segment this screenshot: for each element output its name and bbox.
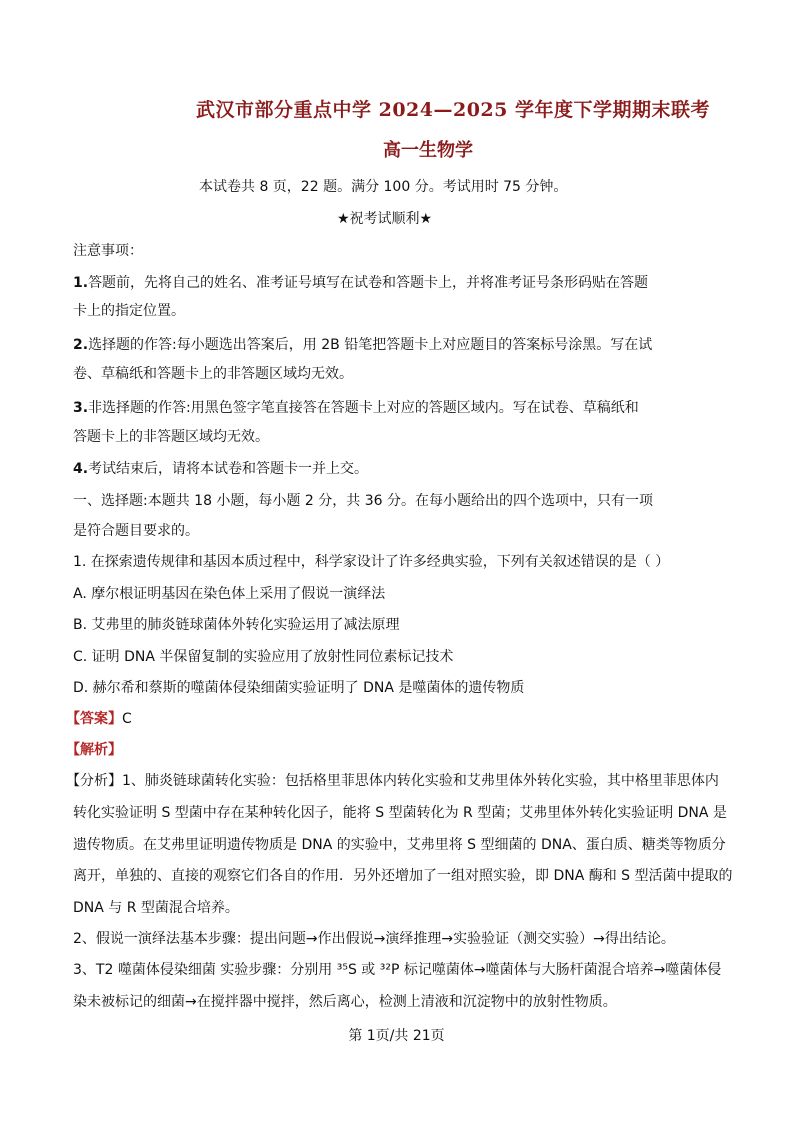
note-1-line-1	[73, 273, 648, 293]
exam-info: 本试卷共 8 页，22 题。满分 100 分。考试用时 75 分钟。	[199, 179, 568, 195]
note-text: 答题前，先将自己的姓名、准考证号填写在试卷和答题卡上，并将准考证号条形码贴在答题	[88, 275, 649, 291]
exam-blessing: ★祝考试顺利★	[337, 211, 433, 227]
analysis-line-8: 染未被标记的细菌→在搅拌器中搅拌，然后离心，检测上清液和沉淀物中的放射性物质。	[73, 994, 617, 1010]
notes-heading: 注意事项：	[73, 243, 143, 259]
option-a: A. 摩尔根证明基因在染色体上采用了假说一演绎法	[73, 586, 386, 602]
note-2-line-2: 卷、草稿纸和答题卡上的非答题区域均无效。	[73, 366, 353, 382]
option-d: D. 赫尔希和蔡斯的噬菌体侵染细菌实验证明了 DNA 是噬菌体的遗传物质	[73, 680, 525, 696]
analysis-line-5: DNA 与 R 型菌混合培养。	[73, 900, 239, 916]
section-heading-line-1: 一、选择题:本题共 18 小题，每小题 2 分，共 36 分。在每小题给出的四个选项中，只有一项	[73, 493, 653, 509]
analysis-line-7: 3、T2 噬菌体侵染细菌 实验步骤：分别用 ³⁵S 或 ³²P 标记噬菌体→噬菌体与大肠杆菌混合培养→噬菌体侵	[73, 962, 722, 978]
answer-label: 【答案】	[66, 711, 122, 727]
note-text: 非选择题的作答:用黑色签字笔直接答在答题卡上对应的答题区域内。写在试卷、草稿纸和	[88, 400, 639, 416]
analysis-label: 【解析】	[66, 742, 122, 758]
exam-subtitle: 高一生物学	[383, 140, 473, 161]
answer-row	[66, 709, 132, 729]
note-number: 1.	[73, 275, 89, 291]
note-3-line-2: 答题卡上的非答题区域均无效。	[73, 429, 269, 445]
note-number: 3.	[73, 400, 89, 416]
analysis-line-6: 2、假说一演绎法基本步骤：提出问题→作出假说→演绎推理→实验验证（测交实验）→得出结论。	[73, 931, 675, 947]
note-text: 选择题的作答:每小题选出答案后，用 2B 铅笔把答题卡上对应题目的答案标号涂黑。写在试	[88, 337, 653, 353]
analysis-line-2: 转化实验证明 S 型菌中存在某种转化因子，能将 S 型菌转化为 R 型菌；艾弗里体外转化实验证明 DNA 是	[73, 805, 727, 821]
section-heading-line-2: 是符合题目要求的。	[73, 523, 199, 539]
note-2-line-1	[73, 335, 652, 355]
option-c: C. 证明 DNA 半保留复制的实验应用了放射性同位素标记技术	[73, 649, 454, 665]
page-footer: 第 1页/共 21页	[348, 1028, 445, 1044]
note-3-line-1	[73, 398, 639, 418]
analysis-line-4: 离开，单独的、直接的观察它们各自的作用．另外还增加了一组对照实验，即 DNA 酶和 S 型活菌中提取的	[73, 868, 733, 884]
exam-title: 武汉市部分重点中学 2024—2025 学年度下学期期末联考	[196, 99, 710, 121]
note-number: 4.	[73, 461, 89, 477]
question-stem: 1. 在探索遗传规律和基因本质过程中，科学家设计了许多经典实验，下列有关叙述错误的是（ ）	[73, 554, 670, 570]
analysis-line-3: 遗传物质。在艾弗里证明遗传物质是 DNA 的实验中，艾弗里将 S 型细菌的 DNA、蛋白质、糖类等物质分	[73, 837, 726, 853]
note-text: 考试结束后，请将本试卷和答题卡一并上交。	[88, 461, 369, 477]
answer-value: C	[122, 711, 132, 727]
analysis-line-1: 【分析】1、肺炎链球菌转化实验：包括格里菲思体内转化实验和艾弗里体外转化实验，其中格里菲思体内	[66, 773, 719, 789]
note-1-line-2: 卡上的指定位置。	[73, 303, 185, 319]
option-b: B. 艾弗里的肺炎链球菌体外转化实验运用了减法原理	[73, 617, 400, 633]
note-number: 2.	[73, 337, 89, 353]
note-4-line-1	[73, 459, 368, 479]
